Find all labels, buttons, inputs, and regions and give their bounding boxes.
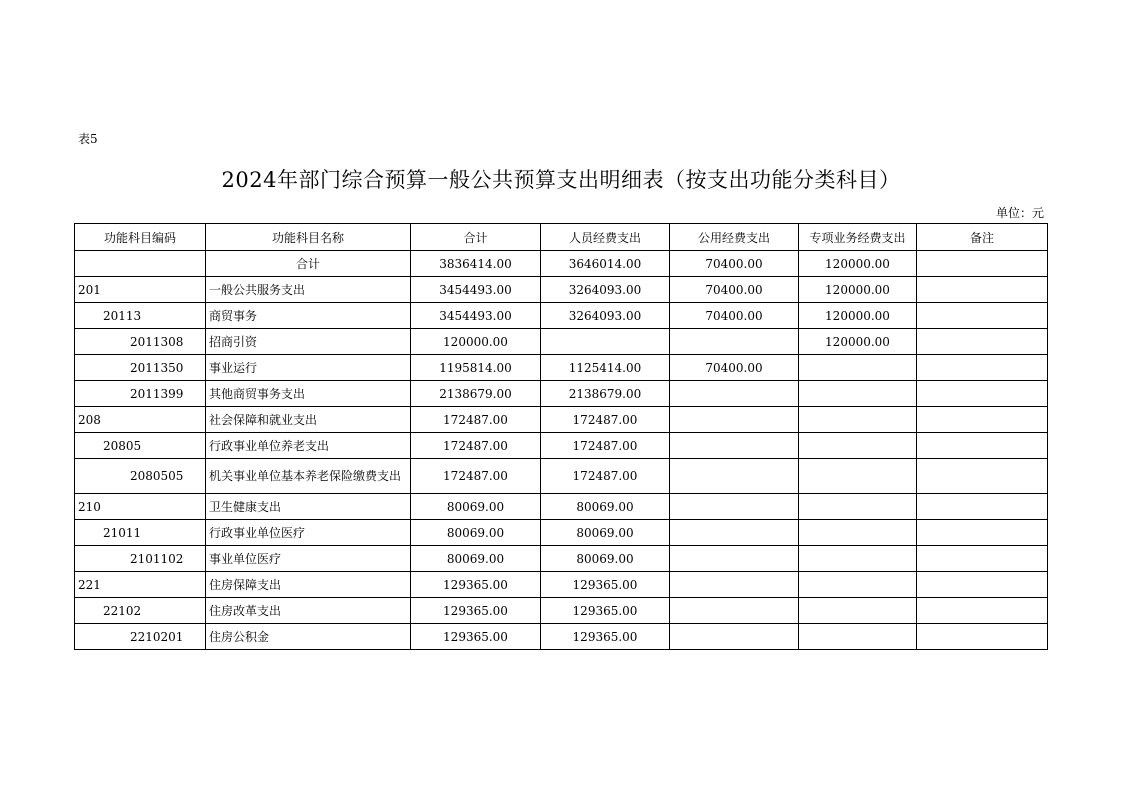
personnel-cell: 1125414.00 bbox=[541, 355, 670, 381]
personnel-cell: 80069.00 bbox=[541, 520, 670, 546]
code-cell: 208 bbox=[75, 407, 206, 433]
special-cell bbox=[799, 520, 917, 546]
note-cell bbox=[917, 598, 1048, 624]
table-row bbox=[75, 381, 1048, 407]
special-cell bbox=[799, 407, 917, 433]
personnel-cell: 129365.00 bbox=[541, 572, 670, 598]
table-row bbox=[75, 303, 1048, 329]
total-cell: 3454493.00 bbox=[411, 277, 541, 303]
table-row bbox=[75, 459, 1048, 494]
public-cell bbox=[670, 407, 799, 433]
personnel-cell: 172487.00 bbox=[541, 407, 670, 433]
code-cell: 20113 bbox=[75, 303, 206, 329]
table-row bbox=[75, 277, 1048, 303]
unit-label: 单位：元 bbox=[995, 206, 1044, 220]
name-cell: 机关事业单位基本养老保险缴费支出 bbox=[206, 459, 411, 494]
total-cell: 2138679.00 bbox=[411, 381, 541, 407]
table-row bbox=[75, 624, 1048, 650]
code-cell: 2210201 bbox=[75, 624, 206, 650]
special-cell bbox=[799, 355, 917, 381]
header-row bbox=[75, 224, 1048, 251]
note-cell bbox=[917, 624, 1048, 650]
table-row bbox=[75, 520, 1048, 546]
public-cell bbox=[670, 329, 799, 355]
total-special-cell: 120000.00 bbox=[799, 251, 917, 277]
note-cell bbox=[917, 381, 1048, 407]
table-row bbox=[75, 598, 1048, 624]
public-cell bbox=[670, 494, 799, 520]
header-special: 专项业务经费支出 bbox=[799, 224, 917, 251]
note-cell bbox=[917, 459, 1048, 494]
code-cell: 21011 bbox=[75, 520, 206, 546]
table-row bbox=[75, 494, 1048, 520]
code-cell: 201 bbox=[75, 277, 206, 303]
header-code: 功能科目编码 bbox=[75, 224, 206, 251]
header-note: 备注 bbox=[917, 224, 1048, 251]
special-cell bbox=[799, 598, 917, 624]
total-cell: 129365.00 bbox=[411, 624, 541, 650]
public-cell bbox=[670, 459, 799, 494]
table-row bbox=[75, 572, 1048, 598]
public-cell bbox=[670, 624, 799, 650]
personnel-cell bbox=[541, 329, 670, 355]
name-cell: 卫生健康支出 bbox=[206, 494, 411, 520]
public-cell bbox=[670, 381, 799, 407]
personnel-cell: 172487.00 bbox=[541, 433, 670, 459]
table-row bbox=[75, 355, 1048, 381]
note-cell bbox=[917, 520, 1048, 546]
code-cell: 2011308 bbox=[75, 329, 206, 355]
total-cell: 80069.00 bbox=[411, 546, 541, 572]
code-cell: 2011399 bbox=[75, 381, 206, 407]
public-cell bbox=[670, 520, 799, 546]
note-cell bbox=[917, 355, 1048, 381]
name-cell: 住房改革支出 bbox=[206, 598, 411, 624]
name-cell: 其他商贸事务支出 bbox=[206, 381, 411, 407]
code-cell: 210 bbox=[75, 494, 206, 520]
table-row bbox=[75, 407, 1048, 433]
total-personnel-cell: 3646014.00 bbox=[541, 251, 670, 277]
total-cell: 129365.00 bbox=[411, 598, 541, 624]
name-cell: 事业单位医疗 bbox=[206, 546, 411, 572]
note-cell bbox=[917, 572, 1048, 598]
special-cell bbox=[799, 381, 917, 407]
code-cell: 20805 bbox=[75, 433, 206, 459]
special-cell: 120000.00 bbox=[799, 303, 917, 329]
name-cell: 行政事业单位医疗 bbox=[206, 520, 411, 546]
note-cell bbox=[917, 303, 1048, 329]
personnel-cell: 2138679.00 bbox=[541, 381, 670, 407]
total-public-cell: 70400.00 bbox=[670, 251, 799, 277]
code-cell: 2080505 bbox=[75, 459, 206, 494]
personnel-cell: 3264093.00 bbox=[541, 277, 670, 303]
total-code-cell bbox=[75, 251, 206, 277]
table-row bbox=[75, 329, 1048, 355]
total-cell: 172487.00 bbox=[411, 407, 541, 433]
special-cell: 120000.00 bbox=[799, 329, 917, 355]
personnel-cell: 3264093.00 bbox=[541, 303, 670, 329]
name-cell: 社会保障和就业支出 bbox=[206, 407, 411, 433]
name-cell: 住房公积金 bbox=[206, 624, 411, 650]
code-cell: 2101102 bbox=[75, 546, 206, 572]
personnel-cell: 129365.00 bbox=[541, 624, 670, 650]
personnel-cell: 80069.00 bbox=[541, 494, 670, 520]
total-cell: 80069.00 bbox=[411, 520, 541, 546]
special-cell bbox=[799, 433, 917, 459]
personnel-cell: 80069.00 bbox=[541, 546, 670, 572]
special-cell bbox=[799, 624, 917, 650]
public-cell bbox=[670, 546, 799, 572]
table-row bbox=[75, 433, 1048, 459]
total-cell: 1195814.00 bbox=[411, 355, 541, 381]
header-public: 公用经费支出 bbox=[670, 224, 799, 251]
special-cell bbox=[799, 546, 917, 572]
special-cell bbox=[799, 494, 917, 520]
personnel-cell: 172487.00 bbox=[541, 459, 670, 494]
public-cell bbox=[670, 598, 799, 624]
note-cell bbox=[917, 407, 1048, 433]
public-cell: 70400.00 bbox=[670, 303, 799, 329]
total-cell: 3454493.00 bbox=[411, 303, 541, 329]
total-cell: 129365.00 bbox=[411, 572, 541, 598]
note-cell bbox=[917, 546, 1048, 572]
total-row bbox=[75, 251, 1048, 277]
total-cell: 120000.00 bbox=[411, 329, 541, 355]
total-name-cell: 合计 bbox=[206, 251, 411, 277]
personnel-cell: 129365.00 bbox=[541, 598, 670, 624]
total-note-cell bbox=[917, 251, 1048, 277]
special-cell bbox=[799, 572, 917, 598]
total-cell: 172487.00 bbox=[411, 433, 541, 459]
budget-table bbox=[74, 223, 1048, 650]
note-cell bbox=[917, 329, 1048, 355]
public-cell: 70400.00 bbox=[670, 277, 799, 303]
code-cell: 221 bbox=[75, 572, 206, 598]
header-personnel: 人员经费支出 bbox=[541, 224, 670, 251]
special-cell: 120000.00 bbox=[799, 277, 917, 303]
special-cell bbox=[799, 459, 917, 494]
note-cell bbox=[917, 494, 1048, 520]
note-cell bbox=[917, 433, 1048, 459]
name-cell: 招商引资 bbox=[206, 329, 411, 355]
table-number: 表5 bbox=[78, 132, 98, 146]
name-cell: 事业运行 bbox=[206, 355, 411, 381]
name-cell: 行政事业单位养老支出 bbox=[206, 433, 411, 459]
code-cell: 22102 bbox=[75, 598, 206, 624]
name-cell: 住房保障支出 bbox=[206, 572, 411, 598]
public-cell bbox=[670, 572, 799, 598]
name-cell: 商贸事务 bbox=[206, 303, 411, 329]
table-row bbox=[75, 546, 1048, 572]
header-total: 合计 bbox=[411, 224, 541, 251]
total-cell: 80069.00 bbox=[411, 494, 541, 520]
total-total-cell: 3836414.00 bbox=[411, 251, 541, 277]
public-cell: 70400.00 bbox=[670, 355, 799, 381]
total-cell: 172487.00 bbox=[411, 459, 541, 494]
page-title: 2024年部门综合预算一般公共预算支出明细表（按支出功能分类科目） bbox=[221, 168, 901, 192]
note-cell bbox=[917, 277, 1048, 303]
code-cell: 2011350 bbox=[75, 355, 206, 381]
public-cell bbox=[670, 433, 799, 459]
name-cell: 一般公共服务支出 bbox=[206, 277, 411, 303]
header-name: 功能科目名称 bbox=[206, 224, 411, 251]
